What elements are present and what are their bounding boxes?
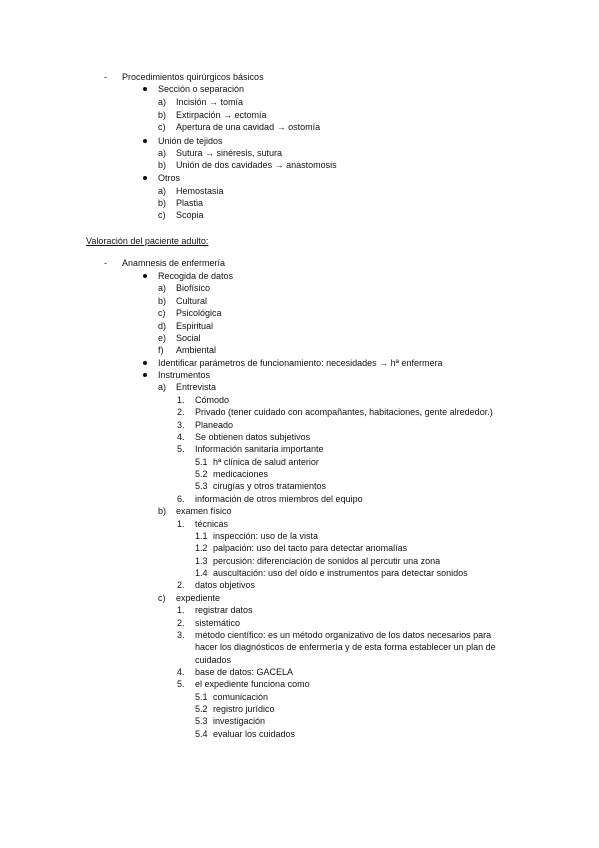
section-title: Anamnesis de enfermería bbox=[122, 258, 226, 268]
list-item: Plastia bbox=[176, 198, 204, 208]
list-item: palpación: uso del tacto para detectar anomalías bbox=[213, 543, 408, 553]
group-title: Otros bbox=[158, 173, 181, 183]
section-heading: Valoración del paciente adulto: bbox=[86, 236, 209, 246]
list-item: cirugías y otros tratamientos bbox=[213, 481, 327, 491]
list-item: Cultural bbox=[176, 296, 208, 306]
subgroup-title: examen físico bbox=[176, 506, 232, 516]
list-item: Privado (tener cuidado con acompañantes, habitaciones, gente alrededor.) bbox=[195, 407, 493, 417]
list-marker: 1.3 bbox=[195, 556, 208, 566]
group-title: Recogida de datos bbox=[158, 271, 234, 281]
bullet-dot bbox=[143, 87, 147, 91]
list-marker: 5.3 bbox=[195, 716, 208, 726]
list-item: investigación bbox=[213, 716, 266, 726]
list-marker: 1.4 bbox=[195, 568, 208, 578]
list-item: Unión de dos cavidades → anastomosis bbox=[176, 160, 337, 170]
list-marker: 2. bbox=[177, 618, 185, 628]
list-marker: b) bbox=[158, 160, 167, 170]
list-item: Biofísico bbox=[176, 283, 211, 293]
list-marker: b) bbox=[158, 506, 167, 516]
bullet-dot bbox=[143, 361, 147, 365]
subgroup-title: Entrevista bbox=[176, 382, 217, 392]
list-marker: c) bbox=[158, 210, 166, 220]
list-marker: a) bbox=[158, 283, 167, 293]
subgroup-title: expediente bbox=[176, 593, 221, 603]
list-item: Espiritual bbox=[176, 321, 214, 331]
list-marker: 5.2 bbox=[195, 469, 208, 479]
list-item: registro jurídico bbox=[213, 704, 275, 714]
list-item: Apertura de una cavidad → ostomía bbox=[176, 122, 321, 132]
list-item: técnicas bbox=[195, 519, 229, 529]
list-marker: 5.1 bbox=[195, 692, 208, 702]
list-marker: 1. bbox=[177, 519, 185, 529]
list-marker: d) bbox=[158, 321, 167, 331]
list-marker: b) bbox=[158, 198, 167, 208]
list-item: Extirpación → ectomía bbox=[176, 110, 267, 120]
list-item: Planeado bbox=[195, 420, 234, 430]
list-marker: c) bbox=[158, 122, 166, 132]
bullet-dot bbox=[143, 176, 147, 180]
list-item: medicaciones bbox=[213, 469, 269, 479]
list-item: hª clínica de salud anterior bbox=[213, 457, 319, 467]
list-marker: a) bbox=[158, 382, 167, 392]
list-item: Sutura → sinéresis, sutura bbox=[176, 148, 283, 158]
list-marker: 2. bbox=[177, 580, 185, 590]
list-item: Ambiental bbox=[176, 345, 217, 355]
section-title: Procedimientos quirúrgicos básicos bbox=[122, 72, 264, 82]
list-marker: 5.3 bbox=[195, 481, 208, 491]
list-item: comunicación bbox=[213, 692, 269, 702]
list-marker: 5.4 bbox=[195, 729, 208, 739]
list-item: base de datos: GACELA bbox=[195, 667, 294, 677]
list-marker: a) bbox=[158, 148, 167, 158]
list-marker: c) bbox=[158, 308, 166, 318]
list-item: Hemostasia bbox=[176, 186, 224, 196]
list-marker: 4. bbox=[177, 432, 185, 442]
list-item: auscultación: uso del oído e instrumentos para detectar sonidos bbox=[213, 568, 468, 578]
list-marker: 5.1 bbox=[195, 457, 208, 467]
list-item: registrar datos bbox=[195, 605, 253, 615]
list-marker: 1.1 bbox=[195, 531, 208, 541]
list-item: Psicológica bbox=[176, 308, 222, 318]
list-marker: 5.2 bbox=[195, 704, 208, 714]
group-title: Instrumentos bbox=[158, 370, 211, 380]
bullet-dot bbox=[143, 274, 147, 278]
list-item: sistemático bbox=[195, 618, 241, 628]
list-marker: b) bbox=[158, 296, 167, 306]
group-title: Unión de tejidos bbox=[158, 136, 223, 146]
bullet-dot bbox=[143, 373, 147, 377]
list-item: método científico: es un método organizativo de los datos necesarios para bbox=[195, 630, 492, 640]
list-item: Social bbox=[176, 333, 201, 343]
dash-marker: - bbox=[104, 258, 107, 268]
list-item: el expediente funciona como bbox=[195, 679, 310, 689]
list-marker: 6. bbox=[177, 494, 185, 504]
list-item: Incisión → tomía bbox=[176, 97, 244, 107]
list-marker: a) bbox=[158, 186, 167, 196]
dash-marker: - bbox=[104, 72, 107, 82]
list-marker: 3. bbox=[177, 420, 185, 430]
list-marker: e) bbox=[158, 333, 167, 343]
list-marker: b) bbox=[158, 110, 167, 120]
list-marker: 4. bbox=[177, 667, 185, 677]
list-marker: c) bbox=[158, 593, 166, 603]
list-item: evaluar los cuidados bbox=[213, 729, 296, 739]
list-item: Información sanitaria importante bbox=[195, 444, 324, 454]
list-item-continuation: cuidados bbox=[195, 655, 232, 665]
list-marker: 3. bbox=[177, 630, 185, 640]
list-item: datos objetivos bbox=[195, 580, 256, 590]
list-marker: a) bbox=[158, 97, 167, 107]
group-title: Identificar parámetros de funcionamiento: necesidades → hª enfermera bbox=[158, 358, 443, 368]
list-item: Se obtienen datos subjetivos bbox=[195, 432, 311, 442]
list-marker: 2. bbox=[177, 407, 185, 417]
list-item-continuation: hacer los diagnósticos de enfermería y de esta forma establecer un plan de bbox=[195, 642, 496, 652]
list-item: inspección: uso de la vista bbox=[213, 531, 319, 541]
list-marker: 1. bbox=[177, 605, 185, 615]
list-marker: 1. bbox=[177, 395, 185, 405]
group-title: Sección o separación bbox=[158, 84, 245, 94]
list-item: información de otros miembros del equipo bbox=[195, 494, 363, 504]
list-item: Cómodo bbox=[195, 395, 230, 405]
list-item: Scopia bbox=[176, 210, 204, 220]
list-marker: 1.2 bbox=[195, 543, 208, 553]
list-item: percusión: diferenciación de sonidos al percutir una zona bbox=[213, 556, 441, 566]
list-marker: f) bbox=[158, 345, 164, 355]
bullet-dot bbox=[143, 139, 147, 143]
list-marker: 5. bbox=[177, 679, 185, 689]
list-marker: 5. bbox=[177, 444, 185, 454]
